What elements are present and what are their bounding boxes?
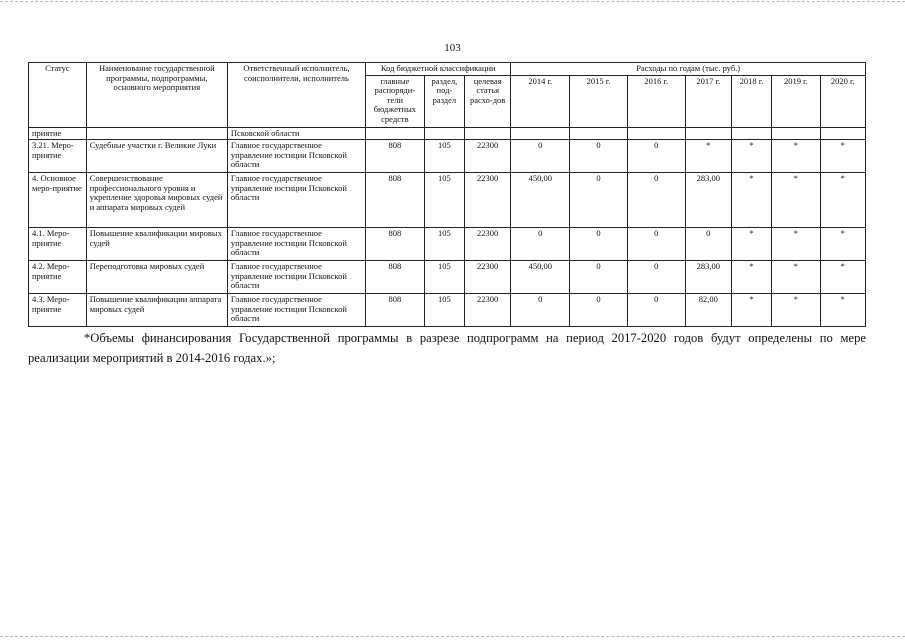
- cell-status: 4.2. Меро-приятие: [29, 261, 87, 294]
- cell-2017: [685, 127, 731, 140]
- cell-2017: 283,00: [685, 261, 731, 294]
- cell-rzpr: [424, 127, 464, 140]
- cell-2014: 0: [511, 228, 570, 261]
- cell-2020: [820, 127, 865, 140]
- cell-2015: [570, 127, 628, 140]
- header-year-2020: 2020 г.: [820, 75, 865, 127]
- cell-2014: 0: [511, 140, 570, 173]
- page-number: 103: [444, 42, 461, 54]
- cell-2017: 283,00: [685, 173, 731, 228]
- budget-table: [28, 62, 866, 327]
- cell-2018: [731, 127, 771, 140]
- cell-csr: 22300: [464, 294, 510, 327]
- header-status: Статус: [29, 63, 87, 128]
- cell-2020: *: [820, 228, 865, 261]
- cell-csr: [464, 127, 510, 140]
- cell-responsible: Главное государственное управление юстиции Псковской области: [227, 140, 365, 173]
- header-responsible: Ответственный исполнитель, соисполнители, исполнитель: [227, 63, 365, 128]
- cell-2020: *: [820, 173, 865, 228]
- table-row-continuation: [29, 127, 866, 140]
- header-year-2017: 2017 г.: [685, 75, 731, 127]
- cell-2015: 0: [570, 140, 628, 173]
- cell-2015: 0: [570, 173, 628, 228]
- cell-grbs: 808: [366, 261, 425, 294]
- cell-2017: *: [685, 140, 731, 173]
- cell-2014: 450,00: [511, 261, 570, 294]
- cell-responsible: Главное государственное управление юстиции Псковской области: [227, 228, 365, 261]
- cell-grbs: 808: [366, 140, 425, 173]
- header-year-2014: 2014 г.: [511, 75, 570, 127]
- cell-2016: 0: [627, 140, 685, 173]
- cell-2015: 0: [570, 261, 628, 294]
- scan-edge-bottom: [0, 636, 905, 638]
- table-row: [29, 140, 866, 173]
- cell-status: 4. Основное меро-приятие: [29, 173, 87, 228]
- cell-2020: *: [820, 261, 865, 294]
- cell-2020: *: [820, 140, 865, 173]
- scan-edge-top: [0, 1, 905, 3]
- footnote: *Объемы финансирования Государственной программы в разрезе подпрограмм на период 2017-2020 годов будут определены по мере реализации мероприятий в 2014-2016 годах.»;: [28, 331, 866, 365]
- table-row: [29, 173, 866, 228]
- cell-2014: 450,00: [511, 173, 570, 228]
- cell-rzpr: 105: [424, 294, 464, 327]
- table-row: [29, 294, 866, 327]
- cell-2015: 0: [570, 228, 628, 261]
- cell-responsible: Псковской области: [227, 127, 365, 140]
- table-row: [29, 228, 866, 261]
- cell-2014: 0: [511, 294, 570, 327]
- cell-status: 4.1. Меро-приятие: [29, 228, 87, 261]
- cell-2019: *: [772, 261, 820, 294]
- cell-2019: *: [772, 294, 820, 327]
- cell-grbs: 808: [366, 173, 425, 228]
- cell-2018: *: [731, 261, 771, 294]
- cell-csr: 22300: [464, 261, 510, 294]
- cell-2014: [511, 127, 570, 140]
- cell-name: Повышение квалификации мировых судей: [86, 228, 227, 261]
- cell-status: 4.3. Меро-приятие: [29, 294, 87, 327]
- cell-rzpr: 105: [424, 173, 464, 228]
- header-year-2016: 2016 г.: [627, 75, 685, 127]
- cell-grbs: [366, 127, 425, 140]
- header-budget-code: Код бюджетной классификации: [366, 63, 511, 76]
- header-year-2018: 2018 г.: [731, 75, 771, 127]
- cell-rzpr: 105: [424, 228, 464, 261]
- cell-2019: [772, 127, 820, 140]
- header-row-top: [29, 63, 866, 76]
- cell-2016: 0: [627, 294, 685, 327]
- cell-rzpr: 105: [424, 140, 464, 173]
- cell-status: 3.21. Меро-приятие: [29, 140, 87, 173]
- header-year-2015: 2015 г.: [570, 75, 628, 127]
- cell-grbs: 808: [366, 294, 425, 327]
- cell-csr: 22300: [464, 140, 510, 173]
- cell-2016: [627, 127, 685, 140]
- header-year-2019: 2019 г.: [772, 75, 820, 127]
- cell-name: Переподготовка мировых судей: [86, 261, 227, 294]
- cell-2019: *: [772, 140, 820, 173]
- table-row: [29, 261, 866, 294]
- header-name: Наименование государственной программы, подпрограммы, основного мероприятия: [86, 63, 227, 128]
- cell-name: [86, 127, 227, 140]
- cell-2019: *: [772, 173, 820, 228]
- cell-2017: 0: [685, 228, 731, 261]
- cell-2016: 0: [627, 228, 685, 261]
- header-rzpr: раздел, под-раздел: [424, 75, 464, 127]
- cell-grbs: 808: [366, 228, 425, 261]
- cell-name: Судебные участки г. Великие Луки: [86, 140, 227, 173]
- cell-2019: *: [772, 228, 820, 261]
- cell-name: Повышение квалификации аппарата мировых судей: [86, 294, 227, 327]
- header-grbs: главные распоряди-тели бюджетных средств: [366, 75, 425, 127]
- cell-rzpr: 105: [424, 261, 464, 294]
- cell-responsible: Главное государственное управление юстиции Псковской области: [227, 294, 365, 327]
- cell-2016: 0: [627, 173, 685, 228]
- cell-responsible: Главное государственное управление юстиции Псковской области: [227, 261, 365, 294]
- cell-responsible: Главное государственное управление юстиции Псковской области: [227, 173, 365, 228]
- cell-status: приятие: [29, 127, 87, 140]
- cell-2015: 0: [570, 294, 628, 327]
- header-csr: целевая статья расхо-дов: [464, 75, 510, 127]
- cell-2018: *: [731, 294, 771, 327]
- cell-2016: 0: [627, 261, 685, 294]
- cell-2017: 82,00: [685, 294, 731, 327]
- cell-2018: *: [731, 173, 771, 228]
- cell-2018: *: [731, 140, 771, 173]
- cell-2020: *: [820, 294, 865, 327]
- header-expenses: Расходы по годам (тыс. руб.): [511, 63, 866, 76]
- cell-csr: 22300: [464, 173, 510, 228]
- cell-2018: *: [731, 228, 771, 261]
- cell-csr: 22300: [464, 228, 510, 261]
- cell-name: Совершенствование профессионального уровня и укрепление здоровья мировых судей и аппарата мировых судей: [86, 173, 227, 228]
